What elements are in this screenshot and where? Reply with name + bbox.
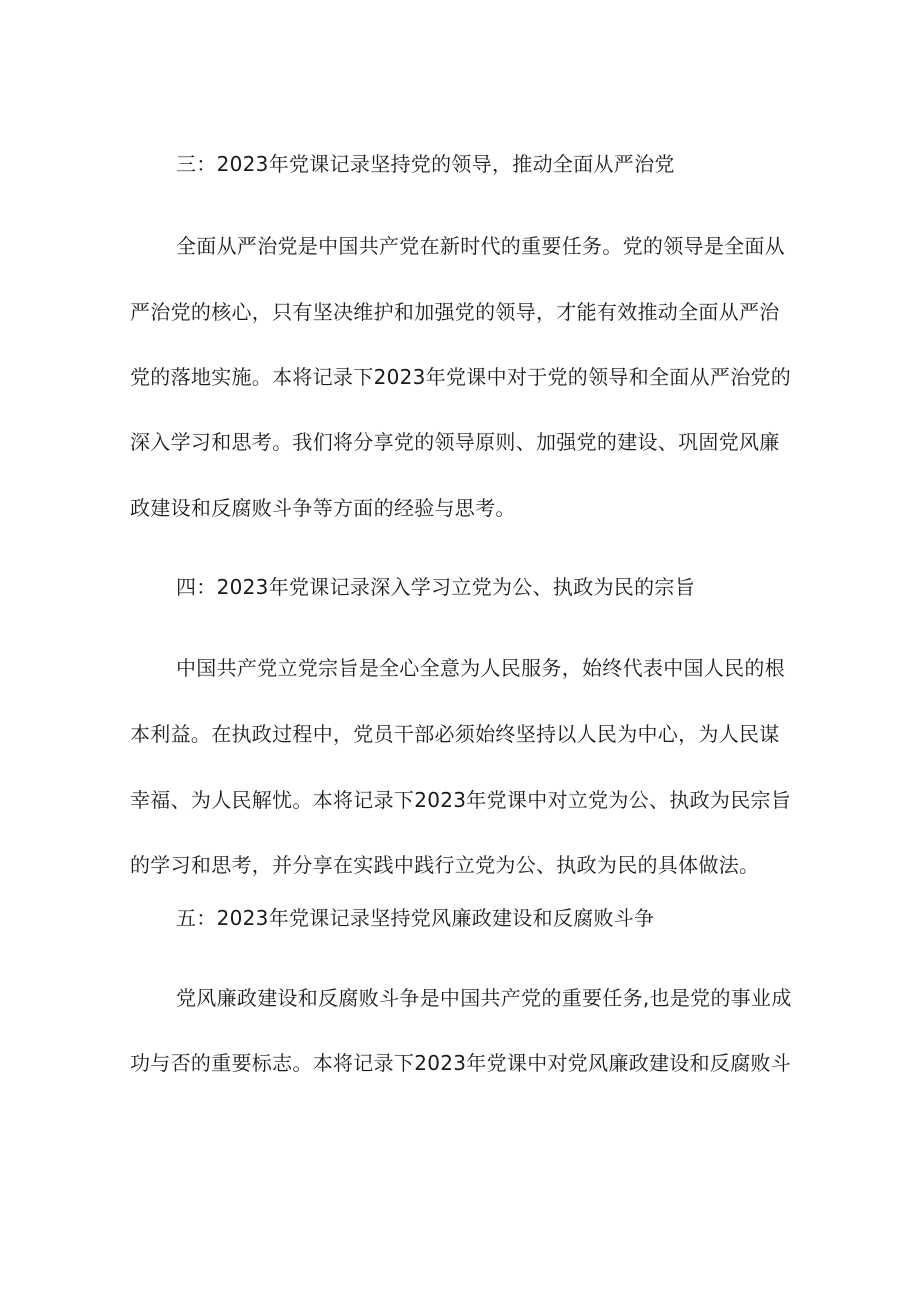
section-4-paragraph-line: 本利益。在执政过程中，党员干部必须始终坚持以人民为中心，为人民谋 — [130, 722, 780, 746]
section-4-paragraph-line: 的学习和思考，并分享在实践中践行立党为公、执政为民的具体做法。 — [130, 853, 760, 877]
section-3-paragraph-line: 深入学习和思考。我们将分享党的领导原则、加强党的建设、巩固党风廉 — [130, 430, 780, 454]
section-4-heading: 四：2023年党课记录深入学习立党为公、执政为民的宗旨 — [176, 575, 695, 599]
section-3-paragraph-line: 政建设和反腐败斗争等方面的经验与思考。 — [130, 496, 516, 520]
section-3-heading: 三：2023年党课记录坚持党的领导，推动全面从严治党 — [176, 152, 675, 176]
section-4-paragraph-line: 幸福、为人民解忧。本将记录下2023年党课中对立党为公、执政为民宗旨 — [130, 788, 792, 812]
section-5-paragraph-line: 功与否的重要标志。本将记录下2023年党课中对党风廉政建设和反腐败斗 — [130, 1051, 792, 1075]
section-3-paragraph-line: 党的落地实施。本将记录下2023年党课中对于党的领导和全面从严治党的 — [130, 365, 792, 389]
section-5-paragraph-line: 党风廉政建设和反腐败斗争是中国共产党的重要任务,也是党的事业成 — [176, 986, 792, 1010]
section-5-heading: 五：2023年党课记录坚持党风廉政建设和反腐败斗争 — [176, 906, 655, 930]
section-3-paragraph-line: 严治党的核心，只有坚决维护和加强党的领导，才能有效推动全面从严治 — [130, 300, 780, 324]
section-3-paragraph-line: 全面从严治党是中国共产党在新时代的重要任务。党的领导是全面从 — [176, 234, 785, 258]
section-4-paragraph-line: 中国共产党立党宗旨是全心全意为人民服务，始终代表中国人民的根 — [176, 656, 785, 680]
